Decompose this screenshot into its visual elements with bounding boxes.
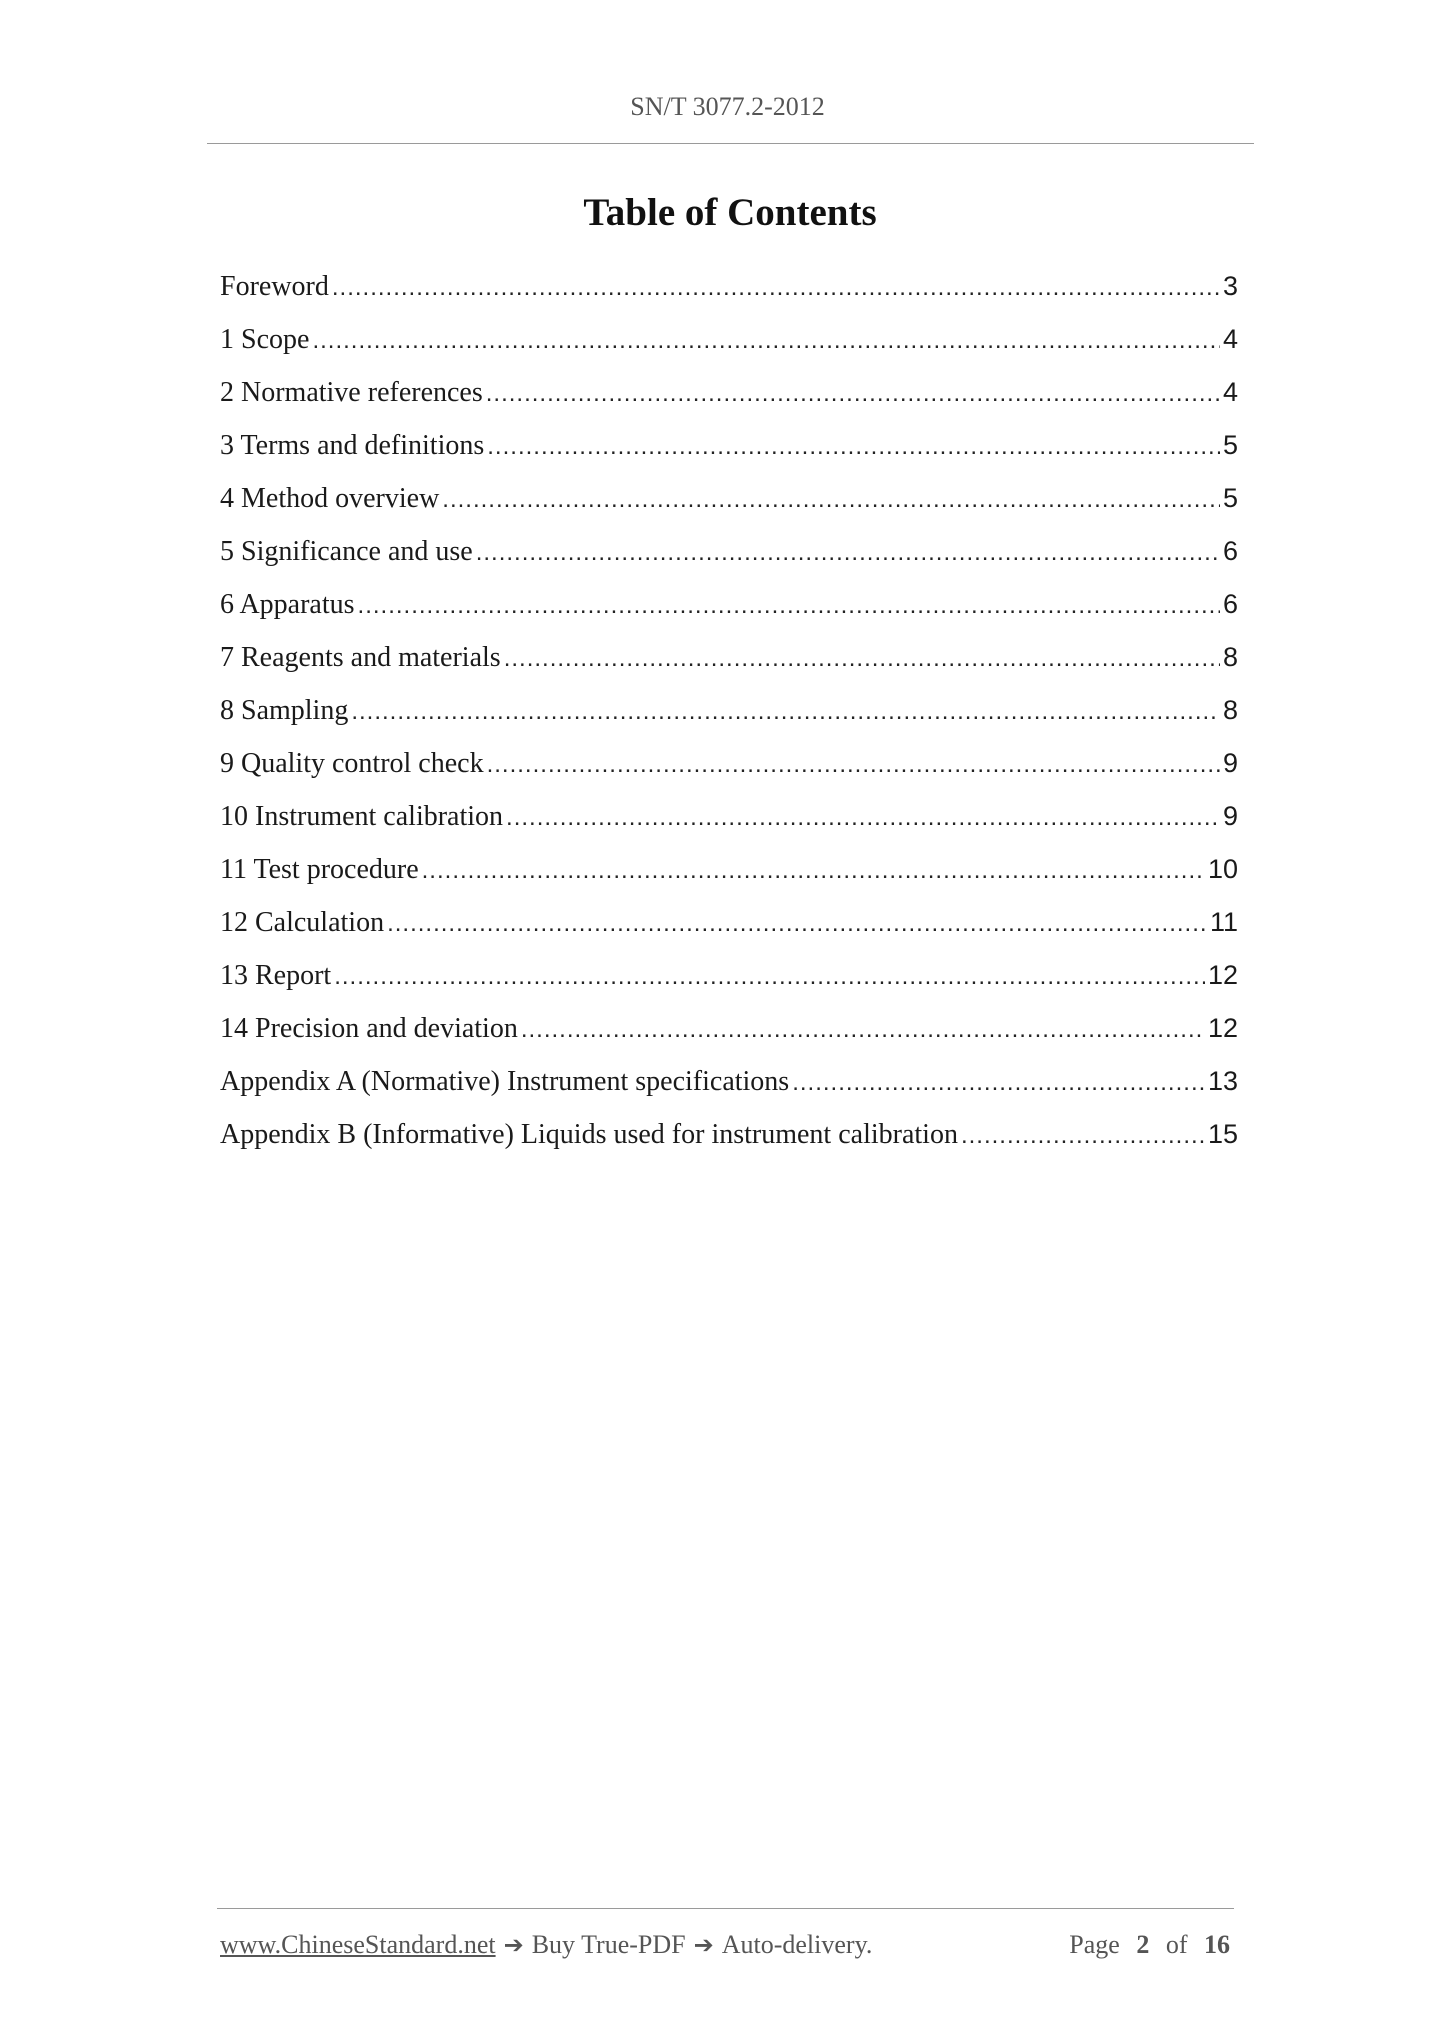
toc-leader xyxy=(506,798,1220,838)
footer-step-delivery: Auto-delivery. xyxy=(721,1930,873,1959)
toc-leader xyxy=(358,586,1220,626)
toc-leader xyxy=(332,268,1220,308)
arrow-right-icon: ➔ xyxy=(503,1931,524,1959)
toc-leader xyxy=(387,904,1207,944)
toc-entry-quality-control-check[interactable] xyxy=(220,743,1238,796)
toc-entry-label: 3 Terms and definitions xyxy=(220,430,485,461)
toc-entry-label: 10 Instrument calibration xyxy=(220,801,504,832)
toc-entry-label: 6 Apparatus xyxy=(220,589,355,620)
toc-entry-test-procedure[interactable] xyxy=(220,849,1238,902)
toc-entry-label: Appendix B (Informative) Liquids used for instrument calibration xyxy=(220,1119,958,1150)
toc-entry-page: 15 xyxy=(1207,1119,1238,1149)
header-divider xyxy=(207,143,1254,144)
toc-entry-calculation[interactable] xyxy=(220,902,1238,955)
toc-leader xyxy=(487,427,1220,467)
toc-entry-page: 8 xyxy=(1222,695,1238,725)
toc-entry-label: 1 Scope xyxy=(220,324,310,355)
toc-entry-label: 13 Report xyxy=(220,960,332,991)
toc-entry-scope[interactable] xyxy=(220,319,1238,372)
toc-entry-label: 4 Method overview xyxy=(220,483,440,514)
toc-entry-label: Foreword xyxy=(220,271,329,302)
toc-entry-apparatus[interactable] xyxy=(220,584,1238,637)
toc-entry-label: 5 Significance and use xyxy=(220,536,473,567)
toc-entry-page: 5 xyxy=(1222,483,1238,513)
toc-entry-label: 9 Quality control check xyxy=(220,748,484,779)
toc-entry-page: 5 xyxy=(1222,430,1238,460)
toc-leader xyxy=(334,957,1205,997)
footer-site-link[interactable]: www.ChineseStandard.net xyxy=(220,1930,496,1959)
toc-entry-method-overview[interactable] xyxy=(220,478,1238,531)
footer-promo xyxy=(220,1930,872,1960)
toc-leader xyxy=(351,692,1220,732)
toc-entry-label: 11 Test procedure xyxy=(220,854,419,885)
toc-leader xyxy=(487,745,1220,785)
arrow-right-icon: ➔ xyxy=(693,1931,714,1959)
toc-title: Table of Contents xyxy=(583,191,877,234)
page-current: 2 xyxy=(1136,1930,1150,1959)
toc-leader xyxy=(792,1063,1205,1103)
toc-entry-page: 6 xyxy=(1222,536,1238,566)
toc-entry-precision-and-deviation[interactable] xyxy=(220,1008,1238,1061)
toc-entry-label: 12 Calculation xyxy=(220,907,385,938)
toc-entry-page: 9 xyxy=(1222,801,1238,831)
toc-entry-label: 8 Sampling xyxy=(220,695,349,726)
toc-entry-appendix-a[interactable] xyxy=(220,1061,1238,1114)
toc-entry-significance-and-use[interactable] xyxy=(220,531,1238,584)
toc-leader xyxy=(422,851,1205,891)
page-total: 16 xyxy=(1204,1930,1230,1959)
toc-leader xyxy=(486,374,1220,414)
footer-step-buy: Buy True-PDF xyxy=(531,1930,686,1959)
toc-leader xyxy=(961,1116,1205,1156)
page-footer xyxy=(220,1930,1230,1960)
toc-entry-label: 2 Normative references xyxy=(220,377,483,408)
page-word: Page xyxy=(1069,1930,1120,1959)
toc-entry-label: Appendix A (Normative) Instrument specifications xyxy=(220,1066,790,1097)
toc-entry-page: 4 xyxy=(1222,377,1238,407)
toc-entry-foreword[interactable] xyxy=(220,266,1238,319)
toc-entry-appendix-b[interactable] xyxy=(220,1114,1238,1167)
toc-entry-normative-references[interactable] xyxy=(220,372,1238,425)
toc-entry-terms-and-definitions[interactable] xyxy=(220,425,1238,478)
toc-entry-page: 13 xyxy=(1207,1066,1238,1096)
toc-leader xyxy=(312,321,1220,361)
toc-entry-page: 4 xyxy=(1222,324,1238,354)
toc-entry-page: 9 xyxy=(1222,748,1238,778)
toc-leader xyxy=(521,1010,1205,1050)
toc-list xyxy=(220,266,1238,1167)
toc-entry-label: 14 Precision and deviation xyxy=(220,1013,518,1044)
toc-entry-page: 12 xyxy=(1207,960,1238,990)
page-number xyxy=(1069,1930,1230,1960)
toc-leader xyxy=(504,639,1220,679)
toc-entry-reagents-and-materials[interactable] xyxy=(220,637,1238,690)
toc-entry-report[interactable] xyxy=(220,955,1238,1008)
toc-entry-label: 7 Reagents and materials xyxy=(220,642,501,673)
toc-leader xyxy=(442,480,1220,520)
toc-leader xyxy=(476,533,1220,573)
toc-entry-sampling[interactable] xyxy=(220,690,1238,743)
footer-divider xyxy=(217,1908,1234,1909)
toc-entry-instrument-calibration[interactable] xyxy=(220,796,1238,849)
toc-entry-page: 6 xyxy=(1222,589,1238,619)
toc-entry-page: 11 xyxy=(1209,907,1238,937)
toc-entry-page: 3 xyxy=(1222,271,1238,301)
of-word: of xyxy=(1165,1930,1188,1959)
header-doc-id: SN/T 3077.2-2012 xyxy=(630,92,825,121)
toc-entry-page: 10 xyxy=(1207,854,1238,884)
toc-entry-page: 12 xyxy=(1207,1013,1238,1043)
toc-entry-page: 8 xyxy=(1222,642,1238,672)
